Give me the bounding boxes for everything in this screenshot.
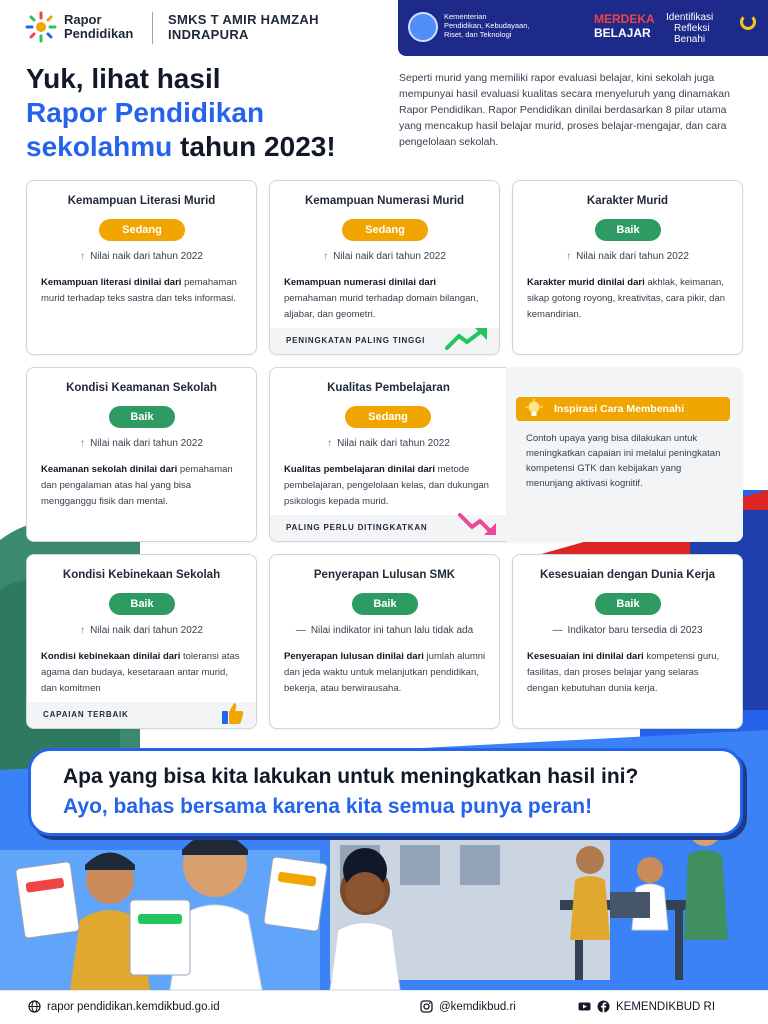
cta-answer: Ayo, bahas bersama karena kita semua punya peran!: [63, 795, 593, 818]
trend-label: Nilai naik dari tahun 2022: [333, 251, 446, 262]
sun-logo-icon: [24, 10, 58, 44]
trend-label: Nilai naik dari tahun 2022: [90, 625, 203, 636]
ministry-name-l3: Riset, dan Teknologi: [444, 30, 512, 39]
instagram-link[interactable]: [420, 1000, 516, 1013]
desc-rest: pemahaman murid terhadap domain bilangan, aljabar, dan geometri.: [284, 293, 479, 320]
lightbulb-icon: [524, 399, 544, 419]
card-title: Kondisi Keamanan Sekolah: [66, 382, 217, 394]
thumbs-up-icon: [220, 700, 246, 726]
ministry-banner: [398, 0, 768, 56]
card-description: [41, 649, 246, 697]
header: [0, 0, 768, 56]
globe-icon: [28, 1000, 41, 1013]
trend-label: Nilai naik dari tahun 2022: [576, 251, 689, 262]
page-title: [26, 62, 336, 164]
card-title: Kesesuaian dengan Dunia Kerja: [539, 569, 716, 581]
desc-rest: kompetensi guru, fasilitas, dan proses belajar yang selaras dengan kebutuhan dunia kerja.: [527, 651, 720, 694]
inspirasi-panel: [506, 367, 743, 542]
ministry-name-l1: Kementerian: [444, 12, 487, 21]
youtube-facebook-link[interactable]: [578, 1000, 715, 1013]
identifikasi-refleksi-benahi-logo: [666, 12, 713, 45]
card-title: Kemampuan Literasi Murid: [67, 195, 216, 207]
ministry-name-l2: Pendidikan, Kebudayaan,: [444, 21, 530, 30]
arrow-up-icon: ↑: [566, 251, 572, 262]
trend-label: Nilai naik dari tahun 2022: [90, 438, 203, 449]
dash-icon: —: [552, 625, 563, 636]
card-title: Kualitas Pembelajaran: [327, 382, 450, 394]
background-scenery: [0, 470, 768, 990]
instagram-icon: [420, 1000, 433, 1013]
desc-rest: metode pembelajaran, pengelolaan kelas, dan dukungan psikologis kepada murid.: [284, 464, 489, 507]
trend-label: Nilai naik dari tahun 2022: [90, 251, 203, 262]
card-title: Kondisi Kebinekaan Sekolah: [62, 569, 221, 581]
card-description: [284, 649, 489, 697]
desc-bold: Kondisi kebinekaan dinilai dari: [41, 651, 181, 662]
trend-text: [513, 625, 742, 636]
arrow-up-icon: ↑: [323, 251, 329, 262]
ministry-name: [444, 12, 584, 39]
status-badge: Baik: [109, 593, 175, 615]
card-literasi: [26, 180, 257, 355]
status-badge: Sedang: [99, 219, 185, 241]
status-badge: Baik: [595, 593, 661, 615]
website-text: rapor pendidikan.kemdikbud.go.id: [47, 1000, 220, 1013]
trend-text: [270, 251, 499, 262]
rapor-pendidikan-logo: [24, 10, 133, 44]
cta-question: Apa yang bisa kita lakukan untuk meningkatkan hasil ini?: [63, 765, 639, 788]
ident-line1: Identifikasi: [666, 12, 714, 23]
status-badge: Sedang: [345, 406, 431, 428]
logo-text-line2: Pendidikan: [64, 26, 134, 41]
desc-bold: Keamanan sekolah dinilai dari: [41, 464, 178, 475]
trend-label: Indikator baru tersedia di 2023: [567, 625, 703, 636]
card-footer-label: PALING PERLU DITINGKATKAN: [270, 515, 507, 541]
youtube-icon: [578, 1000, 591, 1013]
desc-bold: Kualitas pembelajaran dinilai dari: [284, 464, 435, 475]
card-footer-label: CAPAIAN TERBAIK: [27, 702, 256, 728]
card-description: [41, 275, 246, 307]
youtube-text: KEMENDIKBUD RI: [616, 1000, 716, 1013]
trend-label: Nilai indikator ini tahun lalu tidak ada: [310, 625, 474, 636]
desc-rest: pemahaman dan pengalaman atas hal yang bisa mengganggu fisik dan mental.: [41, 464, 233, 507]
card-description: [527, 649, 732, 697]
card-description: [527, 275, 732, 323]
card-numerasi: [269, 180, 500, 355]
desc-bold: Karakter murid dinilai dari: [527, 277, 645, 288]
title-line1: Yuk, lihat hasil: [26, 63, 221, 94]
merdeka-line2: BELAJAR: [594, 26, 651, 40]
intro-paragraph: Seperti murid yang memiliki rapor evaluasi belajar, kini sekolah juga mempunyai hasil evaluasi kualitas secara menyeluruh yang dinamakan Rapor Pendidikan. Rapor Pendidikan dinilai berdasarkan 8 pilar utama yang mencakup hasil belajar murid, proses belajar-mengajar, dan cara pengelolaan sekolah.: [399, 72, 730, 148]
title-line3-highlight: sekolahmu: [26, 131, 173, 162]
inspirasi-header: [516, 397, 730, 421]
trend-text: [513, 251, 742, 262]
inspirasi-title: Inspirasi Cara Membenahi: [554, 403, 685, 415]
desc-rest: akhlak, keimanan, sikap gotong royong, kreativitas, cara pikir, dan kemandirian.: [527, 277, 726, 320]
card-title: Kemampuan Numerasi Murid: [304, 195, 465, 207]
card-footer-label: PENINGKATAN PALING TINGGI: [270, 328, 499, 354]
desc-bold: Penyerapan lulusan dinilai dari: [284, 651, 424, 662]
desc-bold: Kemampuan numerasi dinilai dari: [284, 277, 437, 288]
ident-line3: Benahi: [674, 34, 706, 45]
arrow-up-icon: ↑: [80, 625, 86, 636]
card-title: Penyerapan Lulusan SMK: [313, 569, 456, 581]
status-badge: Baik: [595, 219, 661, 241]
school-name-line2: INDRAPURA: [168, 27, 249, 42]
desc-bold: Kemampuan literasi dinilai dari: [41, 277, 182, 288]
desc-rest: jumlah alumni dan jeda waktu untuk melanjutkan pendidikan, bekerja, atau berwirausaha.: [284, 651, 486, 694]
ministry-emblem-icon: [408, 12, 438, 42]
arrow-up-icon: ↑: [327, 438, 333, 449]
call-to-action-box: [28, 748, 743, 836]
desc-rest: toleransi atas agama dan budaya, kesetaraan antar murid, dan komitmen: [41, 651, 240, 694]
facebook-icon: [597, 1000, 610, 1013]
footer-bar: [0, 990, 768, 1024]
card-description: [41, 462, 246, 510]
school-name: [168, 12, 319, 42]
card-keamanan: [26, 367, 257, 542]
trend-text: [27, 438, 256, 449]
trend-text: [270, 438, 507, 449]
arrow-up-icon: ↑: [80, 251, 86, 262]
card-kebinekaan: [26, 554, 257, 729]
instagram-text: @kemdikbud.ri: [439, 1000, 516, 1013]
desc-rest: pemahaman murid terhadap teks sastra dan teks informasi.: [41, 277, 237, 304]
header-divider: [152, 12, 153, 44]
card-description: [284, 275, 489, 323]
title-line3: [26, 130, 336, 164]
trend-up-arrow-icon: [445, 326, 489, 352]
status-badge: Sedang: [342, 219, 428, 241]
title-line2: Rapor Pendidikan: [26, 97, 265, 128]
trend-label: Nilai naik dari tahun 2022: [337, 438, 450, 449]
desc-bold: Kesesuaian ini dinilai dari: [527, 651, 644, 662]
merdeka-belajar-logo: [594, 12, 655, 40]
card-dunia-kerja: [512, 554, 743, 729]
trend-text: [27, 251, 256, 262]
website-link[interactable]: [28, 1000, 220, 1013]
inspirasi-body: Contoh upaya yang bisa dilakukan untuk meningkatkan capaian ini melalui peningkatan kompetensi GTK dan kebijakan yang menunjang aktivasi kognitif.: [526, 433, 721, 489]
status-badge: Baik: [109, 406, 175, 428]
card-description: [284, 462, 499, 510]
status-badge: Baik: [352, 593, 418, 615]
merdeka-line1: MERDEKA: [594, 12, 655, 26]
ident-line2: Refleksi: [674, 23, 710, 34]
school-name-line1: SMKS T AMIR HAMZAH: [168, 12, 319, 27]
trend-down-arrow-icon: [458, 511, 498, 537]
card-penyerapan-lulusan: [269, 554, 500, 729]
arrow-up-icon: ↑: [80, 438, 86, 449]
trend-text: [270, 625, 499, 636]
card-title: Karakter Murid: [586, 195, 669, 207]
title-line3-rest: tahun 2023!: [172, 131, 336, 162]
dash-icon: —: [295, 625, 306, 636]
card-karakter: [512, 180, 743, 355]
ident-arc-icon: [740, 14, 756, 30]
logo-text-line1: Rapor: [64, 12, 102, 27]
trend-text: [27, 625, 256, 636]
